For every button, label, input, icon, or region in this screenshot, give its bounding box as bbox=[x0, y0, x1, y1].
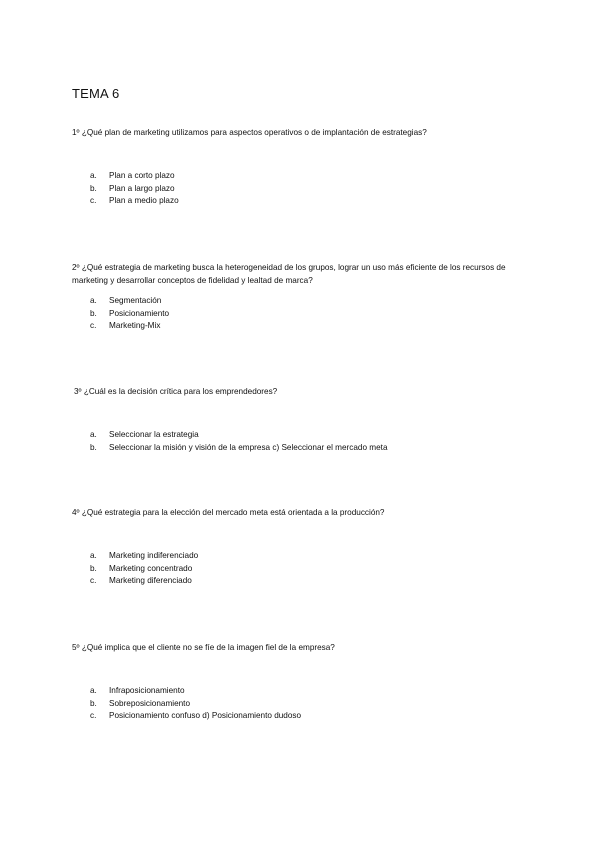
page-title: TEMA 6 bbox=[72, 86, 120, 101]
option-letter: b. bbox=[90, 698, 97, 708]
question-5-options bbox=[90, 685, 301, 723]
option-letter: a. bbox=[90, 171, 97, 180]
option bbox=[90, 170, 179, 183]
option-text: Posicionamiento bbox=[109, 308, 170, 318]
option bbox=[90, 308, 169, 321]
option bbox=[90, 685, 301, 698]
option-text: Marketing indiferenciado bbox=[109, 551, 199, 560]
option-letter: a. bbox=[90, 296, 97, 305]
option bbox=[90, 429, 388, 442]
option bbox=[90, 320, 169, 333]
option-text: Infraposicionamiento bbox=[109, 686, 185, 695]
option-letter: c. bbox=[90, 711, 97, 720]
question-5: 5º ¿Qué implica que el cliente no se fíe de la imagen fiel de la empresa? bbox=[72, 643, 335, 652]
option bbox=[90, 698, 301, 711]
option-text: Plan a largo plazo bbox=[109, 183, 175, 193]
option-letter: c. bbox=[90, 321, 97, 330]
option-text: Seleccionar la estrategia bbox=[109, 430, 199, 439]
option-letter: b. bbox=[90, 308, 97, 318]
option-letter: a. bbox=[90, 430, 97, 439]
question-4-options bbox=[90, 550, 198, 588]
option-letter: b. bbox=[90, 442, 97, 452]
option-letter: b. bbox=[90, 183, 97, 193]
option-text: Marketing-Mix bbox=[109, 321, 161, 330]
option-letter: c. bbox=[90, 196, 97, 205]
option-letter: c. bbox=[90, 576, 97, 585]
option-text: Posicionamiento confuso d) Posicionamiento dudoso bbox=[109, 711, 302, 720]
question-3-options bbox=[90, 429, 388, 454]
option-letter: a. bbox=[90, 551, 97, 560]
option bbox=[90, 183, 179, 196]
option bbox=[90, 550, 198, 563]
option-text: Marketing concentrado bbox=[109, 563, 193, 573]
option-letter: a. bbox=[90, 686, 97, 695]
question-1-options bbox=[90, 170, 179, 208]
option-letter: b. bbox=[90, 563, 97, 573]
question-2: 2º ¿Qué estrategia de marketing busca la heterogeneidad de los grupos, lograr un uso más eficiente de los recursos de marketing y desarrollar conceptos de fidelidad y lealtad de marca? bbox=[72, 263, 506, 285]
option-text: Segmentación bbox=[109, 296, 162, 305]
question-2-options bbox=[90, 295, 169, 333]
option bbox=[90, 295, 169, 308]
option-text: Plan a corto plazo bbox=[109, 171, 175, 180]
question-3: 3º ¿Cuál es la decisión crítica para los emprendedores? bbox=[74, 387, 278, 396]
option bbox=[90, 442, 388, 455]
option-text: Sobreposicionamiento bbox=[109, 698, 191, 708]
option-text: Plan a medio plazo bbox=[109, 196, 179, 205]
question-4: 4º ¿Qué estrategia para la elección del mercado meta está orientada a la producción? bbox=[72, 508, 385, 517]
option bbox=[90, 195, 179, 208]
option-text: Seleccionar la misión y visión de la empresa c) Seleccionar el mercado meta bbox=[109, 442, 388, 452]
option bbox=[90, 563, 198, 576]
question-1: 1º ¿Qué plan de marketing utilizamos para aspectos operativos o de implantación de estrategias? bbox=[72, 128, 427, 137]
option-text: Marketing diferenciado bbox=[109, 576, 192, 585]
option bbox=[90, 575, 198, 588]
option bbox=[90, 710, 301, 723]
